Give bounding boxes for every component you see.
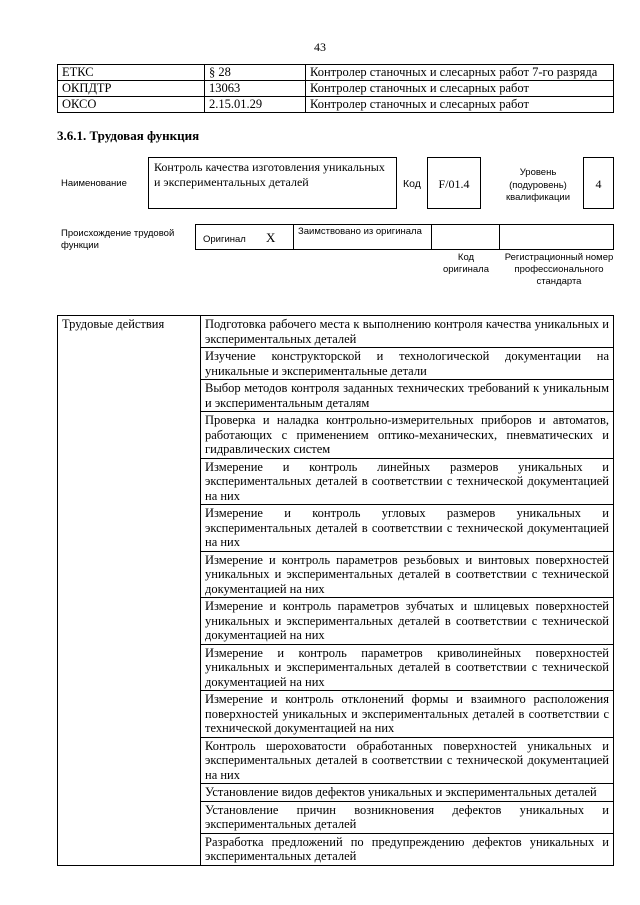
code-title: Контролер станочных и слесарных работ bbox=[306, 81, 614, 97]
labor-action-item: Измерение и контроль параметров зубчатых и шлицевых поверхностей уникальных и экспериментальных деталей в соответствии с технической документацией на них bbox=[201, 598, 614, 645]
origin-divider bbox=[499, 224, 500, 250]
original-label: Оригинал bbox=[203, 234, 246, 245]
code-title: Контролер станочных и слесарных работ bbox=[306, 97, 614, 113]
code-name: ОКСО bbox=[58, 97, 205, 113]
origin-divider bbox=[293, 224, 294, 250]
table-row bbox=[58, 97, 614, 113]
labor-actions-label: Трудовые действия bbox=[58, 316, 201, 866]
table-row bbox=[58, 316, 614, 348]
code-title: Контролер станочных и слесарных работ 7-го разряда bbox=[306, 65, 614, 81]
origin-divider bbox=[431, 224, 432, 250]
table-row bbox=[58, 81, 614, 97]
labor-action-item: Измерение и контроль отклонений формы и взаимного расположения поверхностей уникальных и экспериментальных деталей в соответствии с технической документацией на них bbox=[201, 691, 614, 738]
code-name: ЕТКС bbox=[58, 65, 205, 81]
labor-action-item: Подготовка рабочего места к выполнению контроля качества уникальных и экспериментальных деталей bbox=[201, 316, 614, 348]
borrowed-label: Заимствовано из оригинала bbox=[298, 226, 422, 237]
reg-number-label: Регистрационный номер профессионального стандарта bbox=[504, 252, 614, 287]
code-value: 13063 bbox=[205, 81, 306, 97]
labor-action-item: Выбор методов контроля заданных технических требований к уникальным и экспериментальным деталям bbox=[201, 380, 614, 412]
function-code-value: F/01.4 bbox=[438, 177, 470, 191]
labor-action-item: Измерение и контроль линейных размеров уникальных и экспериментальных деталей в соответствии с технической документацией на них bbox=[201, 458, 614, 505]
level-label: Уровень (подуровень) квалификации bbox=[505, 167, 571, 203]
name-label: Наименование bbox=[61, 178, 127, 189]
labor-action-item: Контроль шероховатости обработанных поверхностей уникальных и экспериментальных деталей в соответствии с технической документацией на них bbox=[201, 737, 614, 784]
level-box bbox=[583, 157, 614, 209]
original-mark: X bbox=[266, 230, 276, 245]
table-row bbox=[58, 65, 614, 81]
labor-action-item: Измерение и контроль параметров резьбовых и винтовых поверхностей уникальных и экспериментальных деталей в соответствии с технической документацией на них bbox=[201, 551, 614, 598]
code-name: ОКПДТР bbox=[58, 81, 205, 97]
code-value: 2.15.01.29 bbox=[205, 97, 306, 113]
code-label: Код bbox=[403, 178, 421, 190]
labor-action-item: Проверка и наладка контрольно-измерительных приборов и автоматов, работающих с применением оптико-механических, пневматических и гидравлических систем bbox=[201, 412, 614, 459]
labor-action-item: Разработка предложений по предупреждению дефектов уникальных и экспериментальных деталей bbox=[201, 833, 614, 865]
function-name-box bbox=[148, 157, 397, 209]
classification-codes-table bbox=[57, 64, 614, 113]
labor-action-item: Измерение и контроль параметров криволинейных поверхностей уникальных и экспериментальных деталей в соответствии с технической документацией на них bbox=[201, 644, 614, 691]
labor-action-item: Изучение конструкторской и технологической документации на уникальные и экспериментальные детали bbox=[201, 348, 614, 380]
origin-label: Происхождение трудовой функции bbox=[61, 228, 175, 251]
page-number: 43 bbox=[314, 40, 326, 54]
labor-action-item: Измерение и контроль угловых размеров уникальных и экспериментальных деталей в соответствии с технической документацией на них bbox=[201, 505, 614, 552]
labor-action-item: Установление причин возникновения дефектов уникальных и экспериментальных деталей bbox=[201, 801, 614, 833]
labor-actions-table bbox=[57, 315, 614, 866]
function-code-box bbox=[427, 157, 481, 209]
code-orig-label: Код оригинала bbox=[442, 252, 489, 275]
function-name-value: Контроль качества изготовления уникальных и экспериментальных деталей bbox=[154, 160, 385, 189]
section-title: 3.6.1. Трудовая функция bbox=[57, 128, 200, 143]
labor-action-item: Установление видов дефектов уникальных и экспериментальных деталей bbox=[201, 784, 614, 802]
level-value: 4 bbox=[595, 177, 602, 191]
code-value: § 28 bbox=[205, 65, 306, 81]
